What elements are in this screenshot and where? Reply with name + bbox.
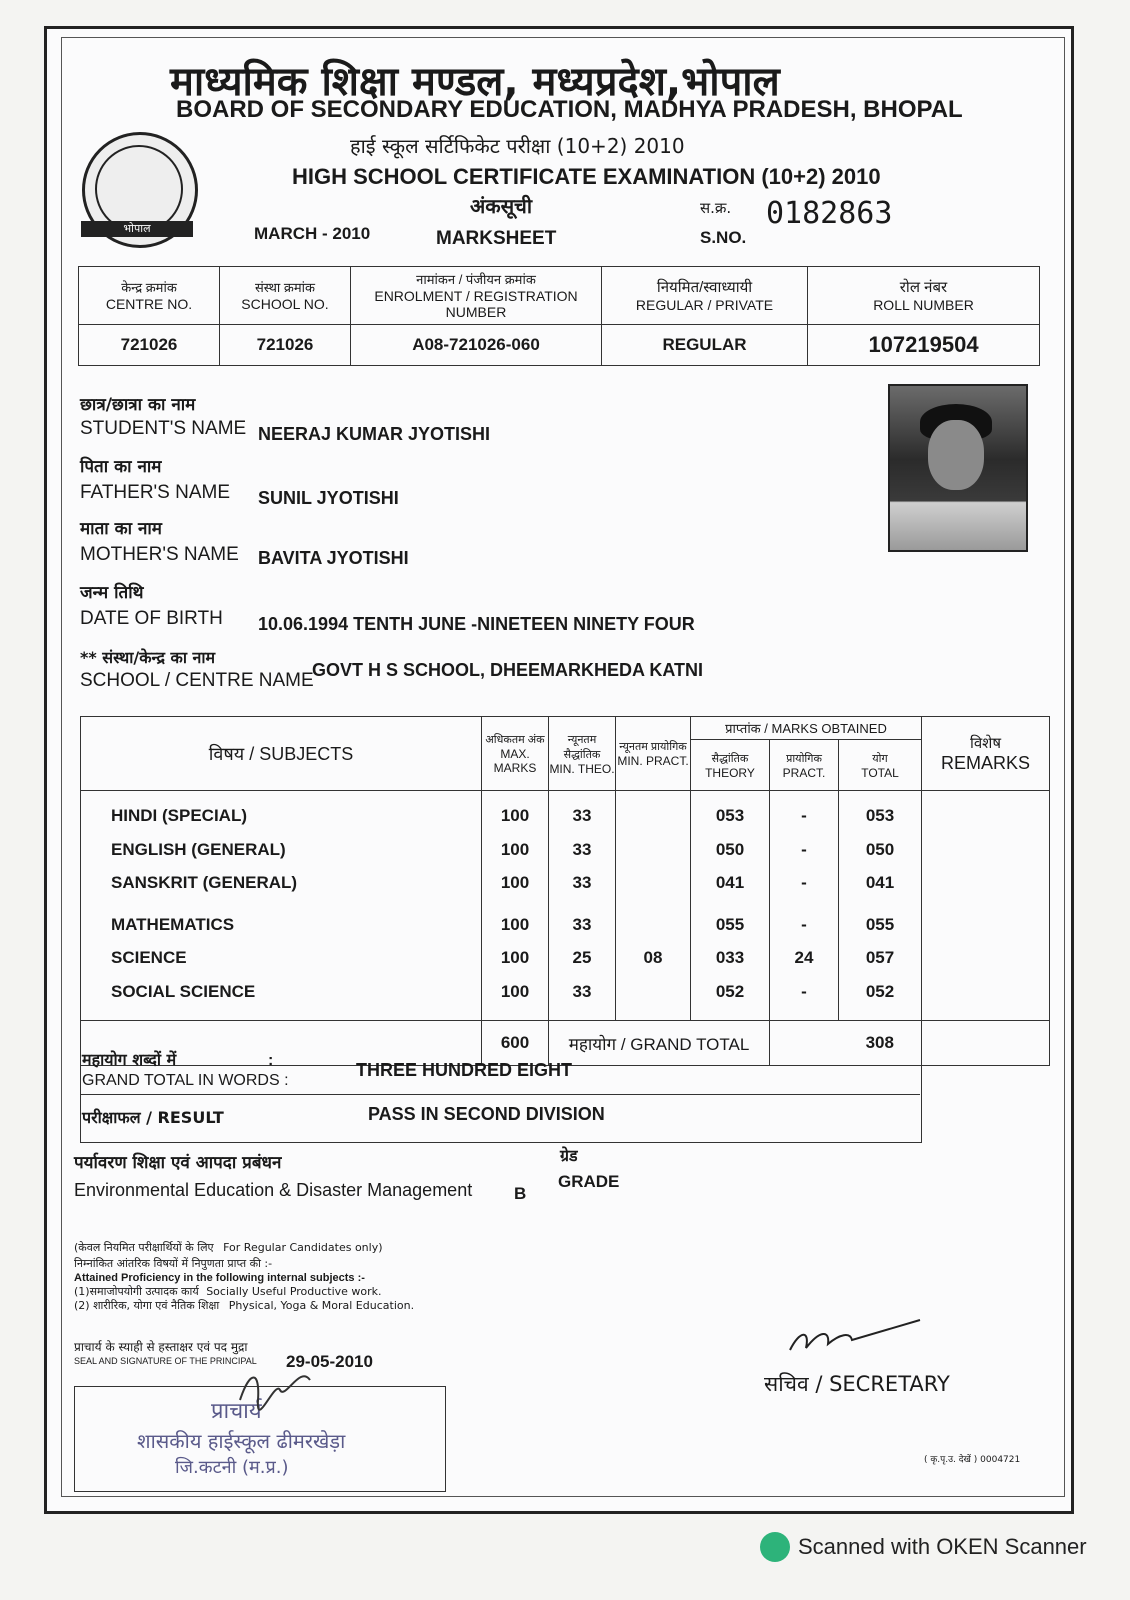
grand-total-words: THREE HUNDRED EIGHT bbox=[356, 1060, 573, 1080]
marks-obtained-header: प्राप्तांक / MARKS OBTAINED bbox=[691, 717, 922, 740]
theory-marks: 033 bbox=[691, 941, 770, 975]
max-marks-en: MAX. MARKS bbox=[493, 747, 537, 775]
min-pract bbox=[616, 975, 691, 1021]
serial-label-english: S.NO. bbox=[700, 228, 747, 247]
result-value: PASS IN SECOND DIVISION bbox=[368, 1104, 605, 1124]
student-name-label-en: STUDENT'S NAME bbox=[80, 418, 247, 439]
remarks-cell bbox=[922, 941, 1050, 975]
centre-name-label-en: SCHOOL / CENTRE NAME bbox=[80, 670, 314, 691]
note-line-4 bbox=[74, 1284, 382, 1299]
theory-marks: 052 bbox=[691, 975, 770, 1021]
father-name-label-hi: पिता का नाम bbox=[80, 457, 162, 477]
centre-name-value: GOVT H S SCHOOL, DHEEMARKHEDA KATNI bbox=[312, 660, 704, 680]
principal-signature bbox=[230, 1360, 330, 1420]
total-hi: योग bbox=[872, 752, 888, 765]
grade-label-hi: ग्रेड bbox=[560, 1146, 578, 1165]
note-line-4-en: Socially Useful Productive work. bbox=[206, 1285, 382, 1298]
min-pract: 08 bbox=[616, 941, 691, 975]
note-line-2: निम्नांकित आंतरिक विषयों में निपुणता प्राप्त की :- bbox=[74, 1257, 273, 1270]
max-marks: 100 bbox=[482, 866, 549, 900]
remarks-cell bbox=[922, 791, 1050, 833]
env-edu-grade: B bbox=[514, 1184, 527, 1203]
theory-header bbox=[691, 740, 770, 791]
secretary-label: सचिव / SECRETARY bbox=[764, 1372, 950, 1396]
pract-marks: - bbox=[770, 866, 839, 900]
table-row bbox=[81, 833, 1050, 867]
min-theo: 33 bbox=[549, 791, 616, 833]
exam-month: MARCH - 2010 bbox=[254, 224, 371, 243]
centre-name-label-hi: ** संस्था/केन्द्र का नाम bbox=[80, 648, 216, 667]
words-label-colon: : bbox=[268, 1052, 274, 1069]
school-no-value: 721026 bbox=[220, 324, 351, 365]
theory-marks: 041 bbox=[691, 866, 770, 900]
pract-marks: - bbox=[770, 900, 839, 942]
pract-marks: - bbox=[770, 791, 839, 833]
remarks-en: REMARKS bbox=[940, 753, 1030, 773]
stamp-line-3: जि.कटनी (म.प्र.) bbox=[175, 1457, 289, 1478]
mother-name-label-hi: माता का नाम bbox=[80, 519, 162, 539]
theory-en: THEORY bbox=[705, 765, 755, 780]
note-line-1-en: For Regular Candidates only) bbox=[223, 1241, 383, 1254]
subject-name: SCIENCE bbox=[81, 941, 482, 975]
father-name-value: SUNIL JYOTISHI bbox=[258, 488, 399, 508]
min-theo-en: MIN. THEO. bbox=[549, 761, 615, 776]
oken-scanner-icon bbox=[760, 1532, 790, 1562]
subject-name: HINDI (SPECIAL) bbox=[81, 791, 482, 833]
min-theo: 33 bbox=[549, 975, 616, 1021]
table-row bbox=[81, 900, 1050, 942]
min-theo: 33 bbox=[549, 900, 616, 942]
env-edu-label-hi: पर्यावरण शिक्षा एवं आपदा प्रबंधन bbox=[74, 1153, 282, 1173]
marksheet-title-hindi: अंकसूची bbox=[470, 194, 533, 218]
summary-divider bbox=[80, 1094, 920, 1095]
enrolment-hi: नामांकन / पंजीयन क्रमांक bbox=[416, 272, 536, 288]
board-title-hindi: माध्यमिक शिक्षा मण्डल, मध्यप्रदेश,भोपाल bbox=[170, 59, 780, 105]
regular-private-en: REGULAR / PRIVATE bbox=[635, 297, 774, 314]
father-name-label-en: FATHER'S NAME bbox=[80, 482, 231, 503]
theory-marks: 055 bbox=[691, 900, 770, 942]
note-line-1 bbox=[74, 1240, 383, 1255]
remarks-cell bbox=[922, 833, 1050, 867]
note-line-4-hi: (1)समाजोपयोगी उत्पादक कार्य bbox=[74, 1285, 199, 1298]
grand-max-total: 600 bbox=[482, 1021, 549, 1066]
enrolment-value: A08-721026-060 bbox=[351, 324, 602, 365]
min-pract bbox=[616, 900, 691, 942]
total-marks: 057 bbox=[839, 941, 922, 975]
words-label-en: GRAND TOTAL IN WORDS : bbox=[82, 1072, 289, 1089]
max-marks: 100 bbox=[482, 791, 549, 833]
result-label: परीक्षाफल / RESULT bbox=[82, 1108, 224, 1127]
exam-title-hindi: हाई स्कूल सर्टिफिकेट परीक्षा (10+2) 2010 bbox=[350, 134, 685, 158]
mother-name-label-en: MOTHER'S NAME bbox=[80, 544, 239, 565]
grand-total-remarks bbox=[922, 1021, 1050, 1066]
principal-label-en: SEAL AND SIGNATURE OF THE PRINCIPAL bbox=[74, 1356, 257, 1366]
centre-no-en: CENTRE NO. bbox=[105, 296, 193, 313]
words-label-hi: महायोग शब्दों में bbox=[82, 1050, 177, 1069]
total-marks: 055 bbox=[839, 900, 922, 942]
secretary-signature bbox=[780, 1310, 930, 1360]
serial-number: 0182863 bbox=[766, 196, 893, 231]
centre-no-header bbox=[79, 267, 220, 325]
env-edu-label-en: Environmental Education & Disaster Management bbox=[74, 1180, 473, 1200]
table-row bbox=[81, 941, 1050, 975]
roll-number-value: 107219504 bbox=[808, 324, 1040, 365]
subjects-header: विषय / SUBJECTS bbox=[81, 717, 482, 791]
theory-marks: 050 bbox=[691, 833, 770, 867]
roll-number-hi: रोल नंबर bbox=[899, 279, 948, 297]
total-header bbox=[839, 740, 922, 791]
stamp-line-1: प्राचार्य bbox=[211, 1399, 262, 1424]
roll-number-header bbox=[808, 267, 1040, 325]
subject-name: SANSKRIT (GENERAL) bbox=[81, 866, 482, 900]
max-marks-hi: अधिकतम अंक bbox=[485, 734, 545, 746]
exam-title-english: HIGH SCHOOL CERTIFICATE EXAMINATION (10+2) 2010 bbox=[292, 164, 881, 189]
grand-total-value: 308 bbox=[839, 1021, 922, 1066]
remarks-cell bbox=[922, 900, 1050, 942]
total-en: TOTAL bbox=[861, 765, 899, 780]
min-pract bbox=[616, 791, 691, 833]
regular-private-value: REGULAR bbox=[602, 324, 808, 365]
pract-hi: प्रायोगिक bbox=[786, 752, 822, 765]
remarks-cell bbox=[922, 866, 1050, 900]
pract-header bbox=[770, 740, 839, 791]
student-name-value: NEERAJ KUMAR JYOTISHI bbox=[258, 424, 491, 444]
student-photo bbox=[888, 384, 1028, 552]
dob-value: 10.06.1994 TENTH JUNE -NINETEEN NINETY FOUR bbox=[258, 614, 695, 634]
total-marks: 053 bbox=[839, 791, 922, 833]
enrolment-header bbox=[351, 267, 602, 325]
min-pract-header bbox=[616, 717, 691, 791]
max-marks: 100 bbox=[482, 941, 549, 975]
enrolment-en: ENROLMENT / REGISTRATION NUMBER bbox=[374, 288, 578, 321]
board-seal-icon bbox=[82, 132, 198, 248]
stamp-line-2: शासकीय हाईस्कूल ढीमरखेड़ा bbox=[137, 1429, 346, 1453]
marksheet-title-english: MARKSHEET bbox=[436, 228, 557, 249]
max-marks: 100 bbox=[482, 975, 549, 1021]
centre-no-value: 721026 bbox=[79, 324, 220, 365]
principal-label-hi: प्राचार्य के स्याही से हस्ताक्षर एवं पद मुद्रा bbox=[74, 1340, 248, 1354]
note-line-5-hi: (2) शारीरिक, योगा एवं नैतिक शिक्षा bbox=[74, 1299, 220, 1312]
board-title-english: BOARD OF SECONDARY EDUCATION, MADHYA PRADESH, BHOPAL bbox=[176, 96, 963, 123]
dob-label-en: DATE OF BIRTH bbox=[80, 608, 223, 629]
total-marks: 050 bbox=[839, 833, 922, 867]
max-marks: 100 bbox=[482, 900, 549, 942]
min-theo: 25 bbox=[549, 941, 616, 975]
min-pract-en: MIN. PRACT. bbox=[617, 754, 689, 768]
theory-hi: सैद्धांतिक bbox=[711, 752, 749, 765]
min-theo-header bbox=[549, 717, 616, 791]
centre-no-hi: केन्द्र क्रमांक bbox=[121, 280, 177, 296]
grade-label-en: GRADE bbox=[558, 1172, 620, 1191]
note-line-1-hi: (केवल नियमित परीक्षार्थियों के लिए bbox=[74, 1241, 214, 1254]
school-no-en: SCHOOL NO. bbox=[241, 296, 329, 313]
min-pract bbox=[616, 833, 691, 867]
note-line-5-en: Physical, Yoga & Moral Education. bbox=[228, 1299, 415, 1312]
school-no-hi: संस्था क्रमांक bbox=[255, 280, 315, 296]
note-line-3: Attained Proficiency in the following internal subjects :- bbox=[74, 1272, 365, 1284]
issue-date: 29-05-2010 bbox=[286, 1352, 373, 1371]
pract-marks: - bbox=[770, 833, 839, 867]
max-marks: 100 bbox=[482, 833, 549, 867]
table-row bbox=[81, 975, 1050, 1021]
regular-private-hi: नियमित/स्वाध्यायी bbox=[656, 279, 753, 297]
pract-marks: 24 bbox=[770, 941, 839, 975]
roll-number-en: ROLL NUMBER bbox=[873, 297, 974, 314]
dob-label-hi: जन्म तिथि bbox=[80, 583, 144, 603]
student-name-label-hi: छात्र/छात्रा का नाम bbox=[80, 395, 196, 415]
scanner-watermark: Scanned with OKEN Scanner bbox=[798, 1534, 1087, 1559]
marks-table bbox=[80, 716, 1050, 1066]
pract-marks: - bbox=[770, 975, 839, 1021]
remarks-cell bbox=[922, 975, 1050, 1021]
remarks-header bbox=[922, 717, 1050, 791]
total-marks: 041 bbox=[839, 866, 922, 900]
photo-face bbox=[928, 420, 984, 490]
form-code: ( कृ.पृ.उ. देखें ) 0004721 bbox=[924, 1455, 1021, 1465]
regular-private-header bbox=[602, 267, 808, 325]
grand-total-label: महायोग / GRAND TOTAL bbox=[549, 1021, 770, 1066]
subject-name: SOCIAL SCIENCE bbox=[81, 975, 482, 1021]
school-no-header bbox=[220, 267, 351, 325]
remarks-hi: विशेष bbox=[969, 735, 1002, 752]
seal-ring bbox=[95, 145, 183, 233]
theory-marks: 053 bbox=[691, 791, 770, 833]
table-row bbox=[81, 791, 1050, 833]
serial-label-hindi: स.क्र. bbox=[700, 199, 732, 217]
subject-name: ENGLISH (GENERAL) bbox=[81, 833, 482, 867]
min-pract-hi: न्यूनतम प्रायोगिक bbox=[619, 741, 687, 753]
pract-en: PRACT. bbox=[782, 765, 826, 780]
min-pract bbox=[616, 866, 691, 900]
min-theo-hi: न्यूनतम सैद्धांतिक bbox=[563, 733, 601, 761]
min-theo: 33 bbox=[549, 866, 616, 900]
mother-name-value: BAVITA JYOTISHI bbox=[258, 548, 409, 568]
note-line-5 bbox=[74, 1298, 414, 1313]
codes-table bbox=[78, 266, 1040, 366]
min-theo: 33 bbox=[549, 833, 616, 867]
table-row bbox=[81, 866, 1050, 900]
max-marks-header bbox=[482, 717, 549, 791]
seal-band: भोपाल bbox=[81, 221, 193, 237]
subject-name: MATHEMATICS bbox=[81, 900, 482, 942]
total-marks: 052 bbox=[839, 975, 922, 1021]
